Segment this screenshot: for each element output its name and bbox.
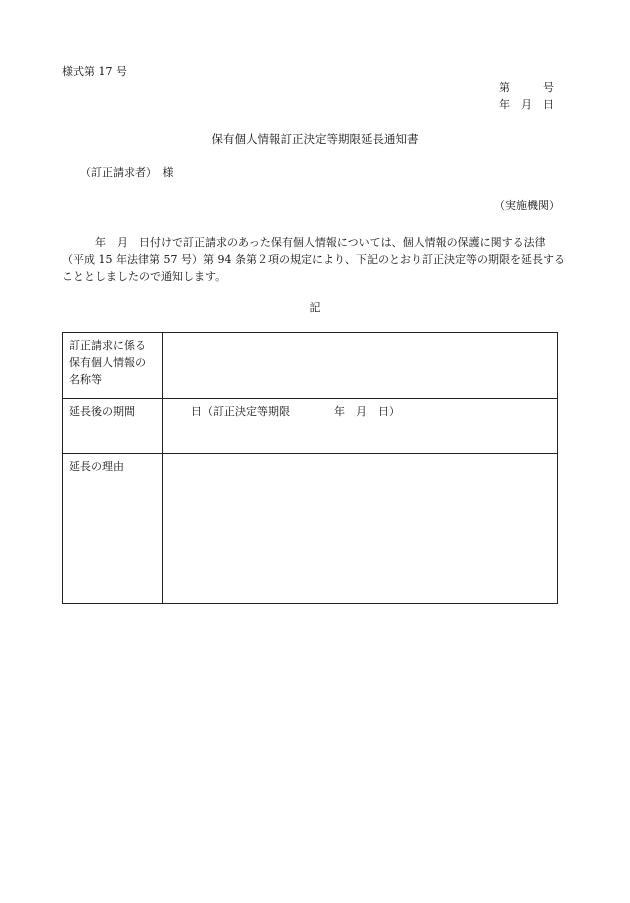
- row-value-extended-period[interactable]: 日（訂正決定等期限 年 月 日）: [163, 399, 558, 454]
- label-line: 延長後の期間: [69, 405, 135, 418]
- body-line: （平成 15 年法律第 57 号）第 94 条第２項の規定により、下記のとおり訂正決定等の期限を延長する: [62, 253, 565, 266]
- label-line: 名称等: [69, 373, 102, 386]
- row-label-extension-reason: [63, 454, 163, 604]
- document-title: 保有個人情報訂正決定等期限延長通知書: [211, 132, 419, 146]
- form-number: 様式第 17 号: [62, 65, 127, 78]
- addressee: （訂正請求者） 様: [80, 166, 174, 179]
- table-row: [63, 399, 558, 454]
- ki-heading: 記: [309, 301, 321, 314]
- body-paragraph: [62, 234, 565, 285]
- table-row: [63, 333, 558, 399]
- detail-table: [62, 332, 558, 604]
- table-row: [63, 454, 558, 604]
- row-value-extension-reason[interactable]: [163, 454, 558, 604]
- row-value-info-name[interactable]: [163, 333, 558, 399]
- row-label-info-name: [63, 333, 163, 399]
- label-line: 訂正請求に係る: [69, 339, 146, 352]
- body-line: こととしましたので通知します。: [62, 270, 227, 283]
- label-line: 延長の理由: [69, 460, 124, 473]
- document-date: 年 月 日: [499, 98, 554, 111]
- row-label-extended-period: [63, 399, 163, 454]
- issuing-organization: （実施機関）: [494, 199, 560, 212]
- document-number: 第 号: [499, 81, 554, 94]
- label-line: 保有個人情報の: [69, 356, 146, 369]
- body-line: 年 月 日付けで訂正請求のあった保有個人情報については、個人情報の保護に関する法律: [62, 236, 546, 249]
